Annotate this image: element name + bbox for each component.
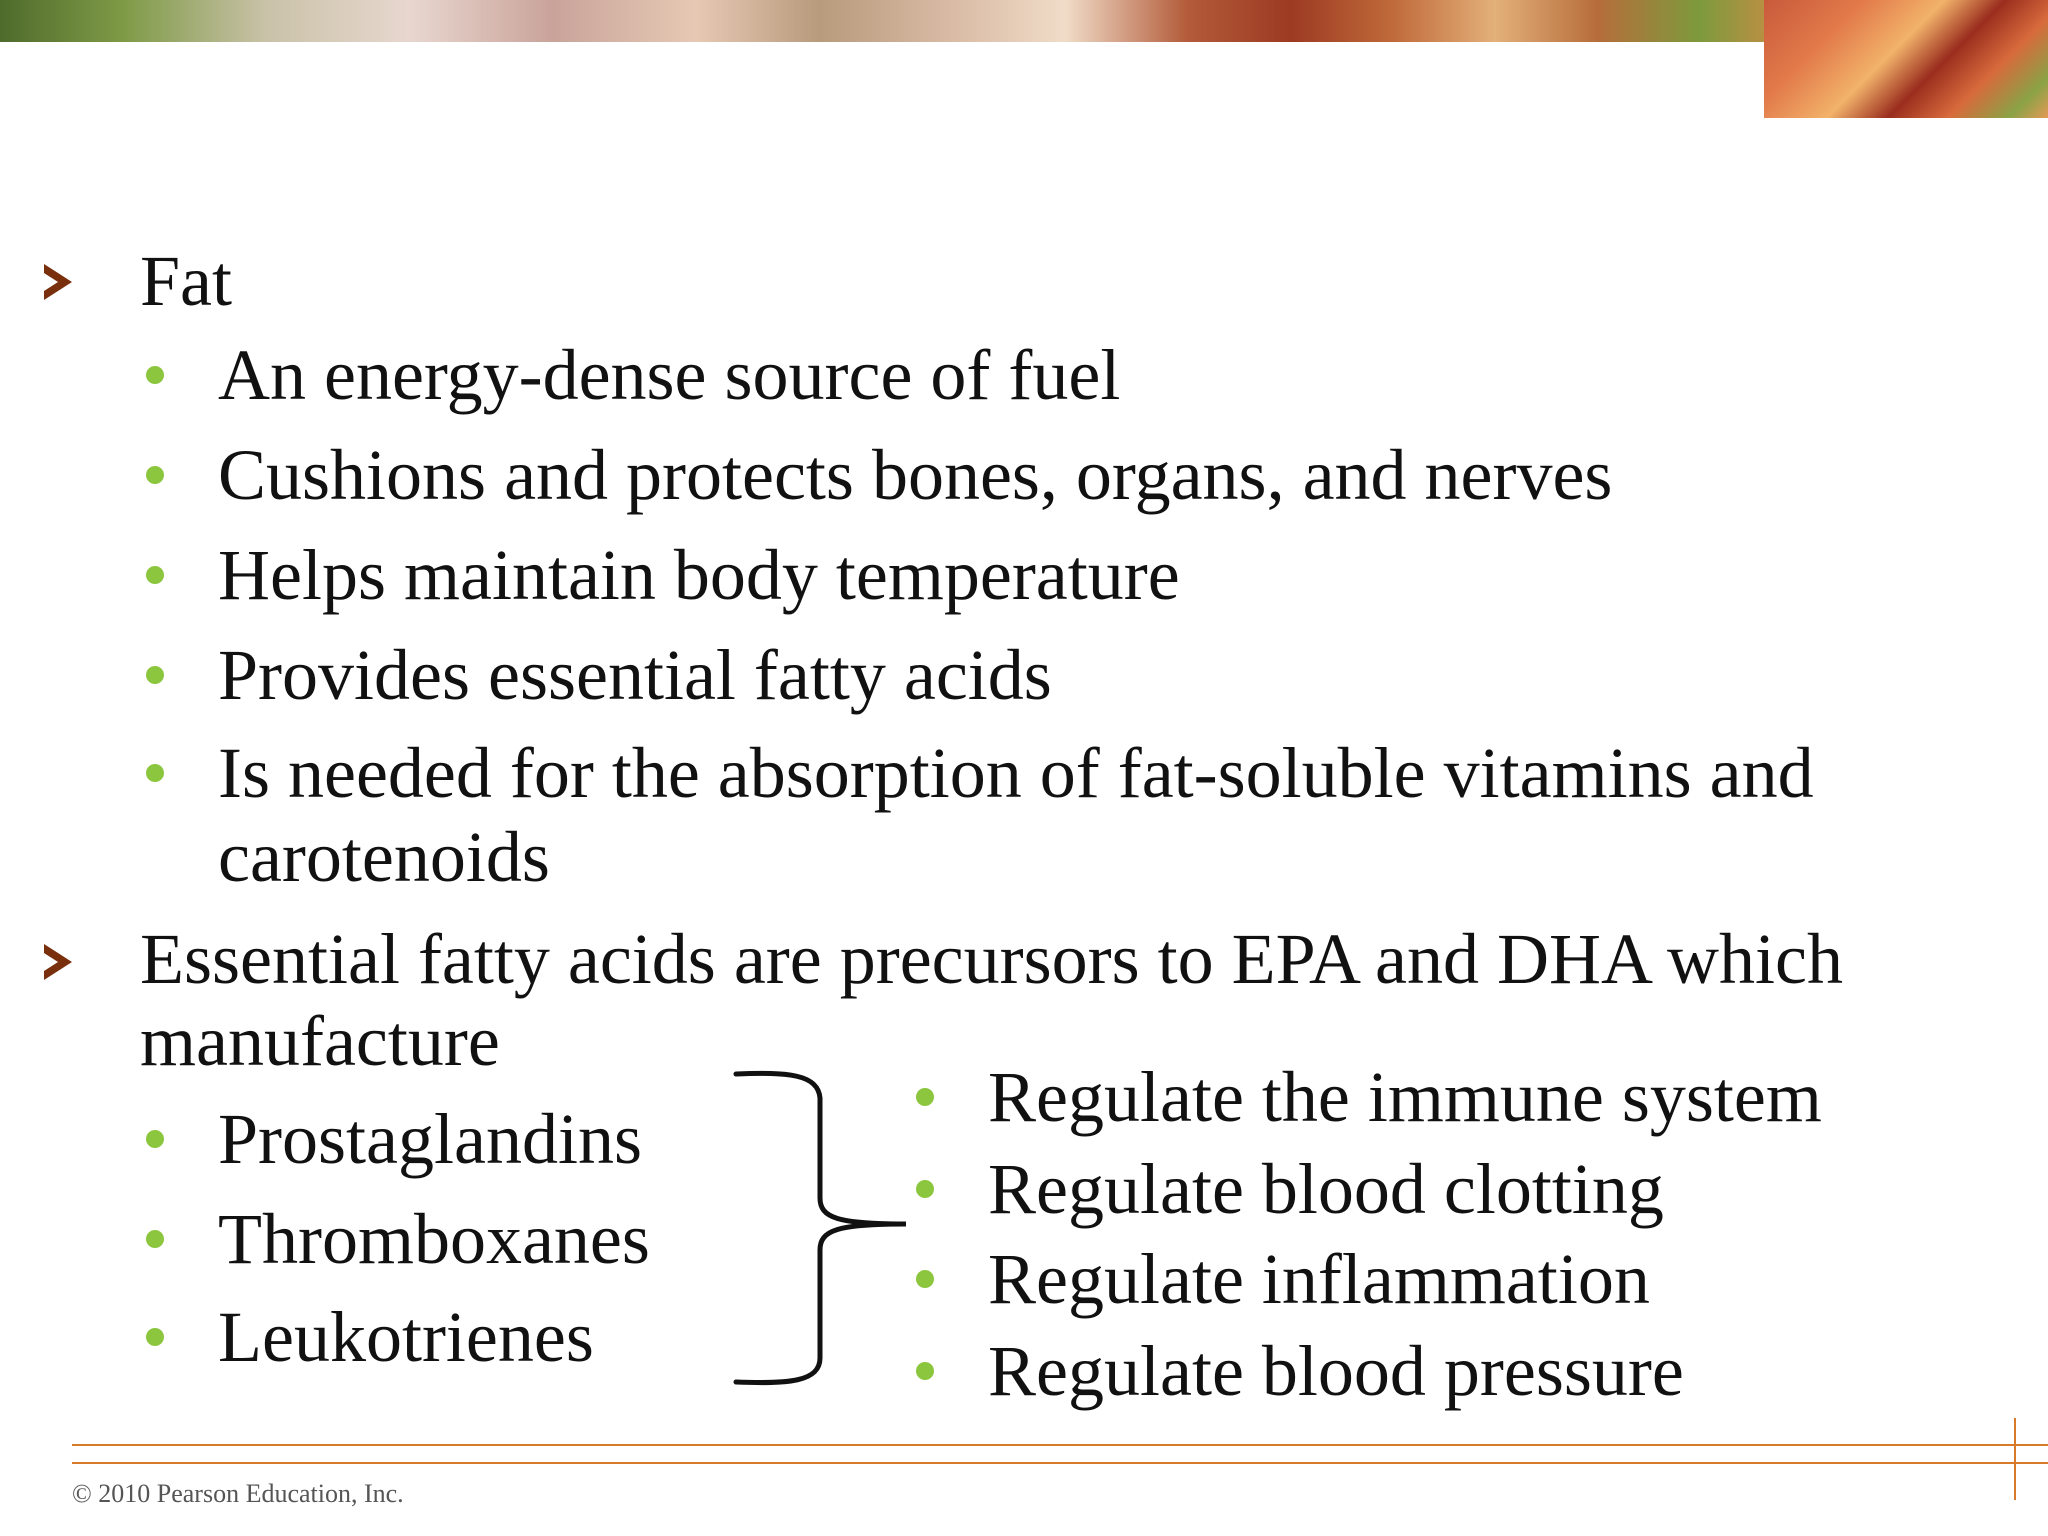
arrow-bullet-icon [44, 944, 72, 980]
effect-immune: Regulate the immune system [988, 1057, 1822, 1137]
right-brace-icon [728, 1068, 914, 1388]
effect-inflammation: Regulate inflammation [988, 1239, 1650, 1319]
sub-bullet-essential: Provides essential fatty acids [218, 635, 1052, 715]
arrow-bullet-icon [44, 264, 72, 300]
sub-bullet-thromboxanes: Thromboxanes [218, 1199, 650, 1279]
dot-bullet-icon [146, 1230, 164, 1248]
dot-bullet-icon [146, 466, 164, 484]
food-photo-corner [1764, 0, 2048, 118]
sub-bullet-cushions: Cushions and protects bones, organs, and nerves [218, 435, 1613, 515]
sub-bullet-leukotrienes: Leukotrienes [218, 1297, 594, 1377]
sub-bullet-absorption-cont: carotenoids [218, 817, 550, 897]
effect-blood-pressure: Regulate blood pressure [988, 1331, 1684, 1411]
footer-rule-top [72, 1444, 2048, 1446]
effect-clotting: Regulate blood clotting [988, 1149, 1664, 1229]
copyright-footer: © 2010 Pearson Education, Inc. [72, 1479, 404, 1508]
sub-bullet-temperature: Helps maintain body temperature [218, 535, 1180, 615]
sub-bullet-energy: An energy-dense source of fuel [218, 335, 1121, 415]
food-photo-banner [0, 0, 2048, 42]
dot-bullet-icon [146, 764, 164, 782]
dot-bullet-icon [146, 666, 164, 684]
footer-rule-bottom [72, 1462, 2048, 1464]
bullet-fat: Fat [140, 241, 233, 321]
dot-bullet-icon [916, 1362, 934, 1380]
dot-bullet-icon [146, 366, 164, 384]
dot-bullet-icon [916, 1088, 934, 1106]
dot-bullet-icon [916, 1270, 934, 1288]
dot-bullet-icon [146, 566, 164, 584]
dot-bullet-icon [146, 1328, 164, 1346]
sub-bullet-absorption: Is needed for the absorption of fat-soluble vitamins and [218, 733, 1814, 813]
sub-bullet-prostaglandins: Prostaglandins [218, 1099, 642, 1179]
dot-bullet-icon [916, 1180, 934, 1198]
bullet-precursors: Essential fatty acids are precursors to EPA and DHA which [140, 919, 1843, 999]
footer-rule-vertical [2014, 1418, 2016, 1500]
bullet-precursors-cont: manufacture [140, 1001, 500, 1081]
dot-bullet-icon [146, 1130, 164, 1148]
